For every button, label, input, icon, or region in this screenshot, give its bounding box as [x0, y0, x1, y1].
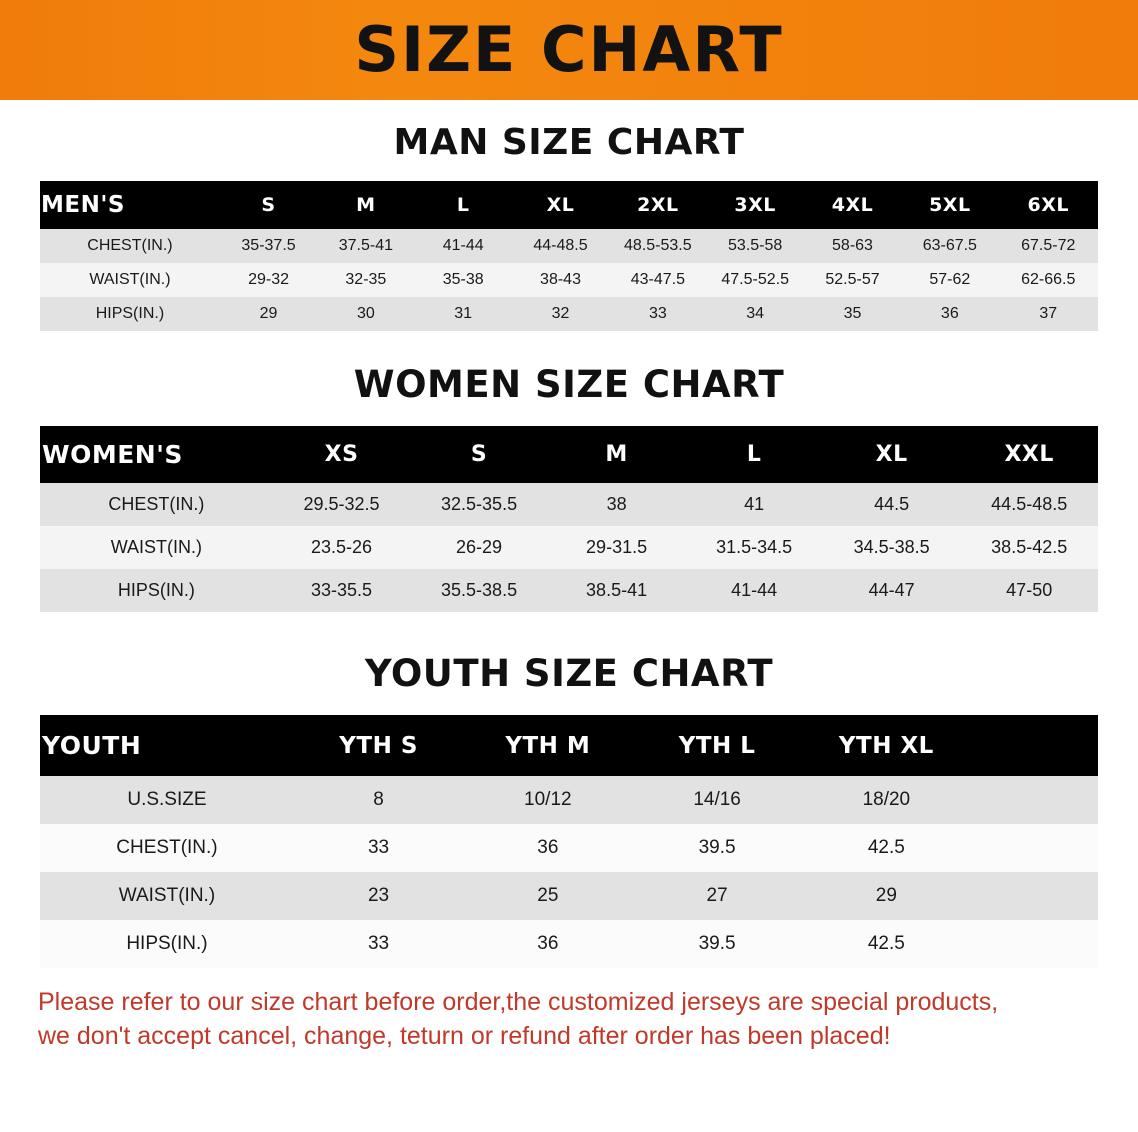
table-cell: 47-50	[960, 569, 1098, 612]
women-header-cell-4: L	[685, 426, 823, 483]
table-cell: 37.5-41	[317, 229, 414, 263]
youth-table-body	[40, 776, 1098, 968]
table-cell: 36	[901, 297, 998, 331]
table-cell: 14/16	[632, 776, 801, 824]
table-cell: 44-48.5	[512, 229, 609, 263]
table-cell: 31.5-34.5	[685, 526, 823, 569]
table-cell: 41-44	[685, 569, 823, 612]
table-row	[40, 297, 1098, 331]
table-cell: 36	[463, 824, 632, 872]
women-header-cell-0: WOMEN'S	[40, 426, 273, 483]
table-cell: 52.5-57	[804, 263, 901, 297]
table-cell: 25	[463, 872, 632, 920]
table-cell: 33	[609, 297, 706, 331]
table-row	[40, 263, 1098, 297]
women-header-cell-1: XS	[273, 426, 411, 483]
women-row-label-waist: WAIST(IN.)	[40, 526, 273, 569]
man-header-cell-4: XL	[512, 181, 609, 229]
table-row	[40, 229, 1098, 263]
women-row-label-chest: CHEST(IN.)	[40, 483, 273, 526]
page-banner	[0, 0, 1138, 100]
man-size-table	[40, 181, 1098, 331]
youth-header-cell-1: YTH S	[294, 715, 463, 776]
man-header-cell-1: S	[220, 181, 317, 229]
man-header-cell-7: 4XL	[804, 181, 901, 229]
table-row	[40, 920, 1098, 968]
women-table-body	[40, 483, 1098, 612]
table-cell: 35	[804, 297, 901, 331]
table-cell: 48.5-53.5	[609, 229, 706, 263]
table-cell: 27	[632, 872, 801, 920]
table-row	[40, 526, 1098, 569]
table-cell: 23.5-26	[273, 526, 411, 569]
man-row-label-chest: CHEST(IN.)	[40, 229, 220, 263]
youth-table-wrapper	[0, 715, 1138, 968]
disclaimer-note	[0, 968, 1138, 1054]
women-row-label-hips: HIPS(IN.)	[40, 569, 273, 612]
disclaimer-line-1: Please refer to our size chart before order,the customized jerseys are special products,	[38, 988, 999, 1016]
table-cell: 33-35.5	[273, 569, 411, 612]
table-cell: 35-38	[415, 263, 512, 297]
table-cell: 10/12	[463, 776, 632, 824]
table-cell: 43-47.5	[609, 263, 706, 297]
youth-section-title: YOUTH SIZE CHART	[364, 652, 774, 695]
table-cell: 41-44	[415, 229, 512, 263]
table-cell: 29.5-32.5	[273, 483, 411, 526]
table-cell: 23	[294, 872, 463, 920]
table-header-row	[40, 715, 1098, 776]
table-cell: 44.5	[823, 483, 961, 526]
youth-header-cell-3: YTH L	[632, 715, 801, 776]
table-cell: 29-31.5	[548, 526, 686, 569]
table-cell: 41	[685, 483, 823, 526]
man-row-label-hips: HIPS(IN.)	[40, 297, 220, 331]
women-header-cell-3: M	[548, 426, 686, 483]
table-cell: 42.5	[802, 824, 971, 872]
youth-table-head	[40, 715, 1098, 776]
table-header-row	[40, 181, 1098, 229]
man-section-title: MAN SIZE CHART	[393, 122, 745, 163]
table-cell: 38	[548, 483, 686, 526]
table-row	[40, 872, 1098, 920]
table-cell: 53.5-58	[707, 229, 804, 263]
man-table-wrapper	[0, 181, 1138, 331]
table-cell: 30	[317, 297, 414, 331]
man-header-cell-6: 3XL	[707, 181, 804, 229]
table-cell: 57-62	[901, 263, 998, 297]
table-cell: 44.5-48.5	[960, 483, 1098, 526]
disclaimer-line-2: we don't accept cancel, change, teturn or refund after order has been placed!	[38, 1021, 891, 1050]
table-cell: 35-37.5	[220, 229, 317, 263]
table-cell-spacer	[971, 920, 1098, 968]
table-cell-spacer	[971, 776, 1098, 824]
table-cell: 29-32	[220, 263, 317, 297]
table-cell: 62-66.5	[998, 263, 1098, 297]
table-cell: 18/20	[802, 776, 971, 824]
women-section-title: WOMEN SIZE CHART	[353, 363, 785, 406]
table-cell: 31	[415, 297, 512, 331]
man-header-cell-5: 2XL	[609, 181, 706, 229]
women-header-cell-2: S	[410, 426, 548, 483]
table-cell: 32-35	[317, 263, 414, 297]
youth-header-cell-spacer	[971, 715, 1098, 776]
man-table-body	[40, 229, 1098, 331]
table-row	[40, 824, 1098, 872]
table-row	[40, 483, 1098, 526]
table-row	[40, 569, 1098, 612]
table-cell: 38.5-41	[548, 569, 686, 612]
table-cell: 33	[294, 824, 463, 872]
table-cell: 36	[463, 920, 632, 968]
table-cell: 29	[802, 872, 971, 920]
youth-row-label-chest: CHEST(IN.)	[40, 824, 294, 872]
table-cell: 38-43	[512, 263, 609, 297]
table-cell: 26-29	[410, 526, 548, 569]
table-cell: 37	[998, 297, 1098, 331]
man-header-cell-0: MEN'S	[40, 181, 220, 229]
youth-header-cell-4: YTH XL	[802, 715, 971, 776]
table-cell-spacer	[971, 824, 1098, 872]
man-row-label-waist: WAIST(IN.)	[40, 263, 220, 297]
table-cell: 29	[220, 297, 317, 331]
table-cell: 42.5	[802, 920, 971, 968]
table-cell: 35.5-38.5	[410, 569, 548, 612]
youth-size-table	[40, 715, 1098, 968]
page-title: SIZE CHART	[354, 13, 784, 86]
youth-row-label-waist: WAIST(IN.)	[40, 872, 294, 920]
table-cell: 34.5-38.5	[823, 526, 961, 569]
youth-header-cell-2: YTH M	[463, 715, 632, 776]
man-header-cell-9: 6XL	[998, 181, 1098, 229]
youth-row-label-ussize: U.S.SIZE	[40, 776, 294, 824]
table-cell: 44-47	[823, 569, 961, 612]
table-cell: 39.5	[632, 824, 801, 872]
table-cell: 58-63	[804, 229, 901, 263]
women-header-cell-5: XL	[823, 426, 961, 483]
table-header-row	[40, 426, 1098, 483]
table-cell: 47.5-52.5	[707, 263, 804, 297]
table-cell: 39.5	[632, 920, 801, 968]
man-table-head	[40, 181, 1098, 229]
man-header-cell-8: 5XL	[901, 181, 998, 229]
table-cell: 8	[294, 776, 463, 824]
table-cell: 38.5-42.5	[960, 526, 1098, 569]
table-row	[40, 776, 1098, 824]
youth-row-label-hips: HIPS(IN.)	[40, 920, 294, 968]
women-table-head	[40, 426, 1098, 483]
table-cell: 33	[294, 920, 463, 968]
women-size-table	[40, 426, 1098, 612]
women-header-cell-6: XXL	[960, 426, 1098, 483]
table-cell: 63-67.5	[901, 229, 998, 263]
table-cell: 67.5-72	[998, 229, 1098, 263]
women-table-wrapper	[0, 426, 1138, 612]
table-cell: 32.5-35.5	[410, 483, 548, 526]
table-cell: 32	[512, 297, 609, 331]
man-header-cell-3: L	[415, 181, 512, 229]
man-header-cell-2: M	[317, 181, 414, 229]
youth-header-cell-0: YOUTH	[40, 715, 294, 776]
table-cell-spacer	[971, 872, 1098, 920]
table-cell: 34	[707, 297, 804, 331]
